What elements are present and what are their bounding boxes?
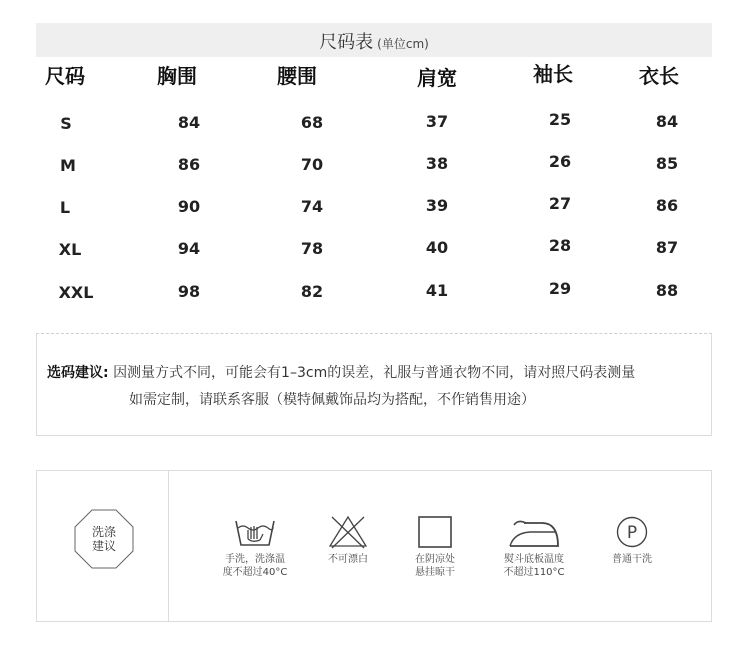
- care-text-line: 熨斗底板温度: [504, 554, 564, 565]
- cell-waist: 70: [300, 155, 324, 174]
- cell-sleeve: 28: [548, 236, 572, 255]
- advice-line-2: 如需定制，请联系客服（模特佩戴饰品均为搭配，不作销售用途）: [129, 392, 535, 408]
- care-item-dry-clean: [587, 515, 677, 566]
- care-label-no-bleach: [303, 553, 393, 566]
- cell-size: XL: [58, 240, 82, 259]
- care-text-line: 度不超过40°C: [222, 567, 288, 578]
- care-text-line: 普通干洗: [612, 554, 652, 565]
- cell-sleeve: 25: [548, 110, 572, 129]
- care-badge-line-1: 洗涤: [91, 525, 116, 539]
- title-unit: (单位cm): [377, 37, 429, 51]
- cell-waist: 82: [300, 282, 324, 301]
- title-main: 尺码表: [319, 32, 374, 53]
- care-text-line: 悬挂晾干: [415, 567, 455, 578]
- cell-sleeve: 26: [548, 152, 572, 171]
- cell-length: 84: [655, 112, 679, 131]
- advice-text-1: 因测量方式不同，可能会有1–3cm的误差，礼服与普通衣物不同，请对照尺码表测量: [113, 365, 636, 381]
- hand-wash-icon: [233, 515, 277, 549]
- cell-waist: 78: [300, 239, 324, 258]
- size-advice-box: [36, 333, 712, 436]
- care-instructions-box: [36, 470, 712, 622]
- shade-dry-icon: [413, 515, 457, 549]
- header-length: 衣长: [639, 64, 679, 88]
- cell-size: S: [60, 114, 72, 133]
- dry-clean-p-icon: [610, 515, 654, 549]
- care-text-line: 在阴凉处: [415, 554, 455, 565]
- cell-length: 87: [655, 238, 679, 257]
- cell-bust: 86: [177, 155, 201, 174]
- cell-bust: 84: [177, 113, 201, 132]
- page-title: [36, 28, 712, 54]
- title-bar: [36, 23, 712, 57]
- advice-colon: :: [103, 365, 109, 381]
- cell-length: 86: [655, 196, 679, 215]
- cell-size: L: [59, 198, 71, 217]
- care-divider: [168, 471, 169, 621]
- care-text-line: 手洗，洗涤温: [225, 554, 285, 565]
- cell-shoulder: 40: [425, 238, 449, 257]
- header-sleeve: 袖长: [533, 62, 573, 86]
- care-item-hand-wash: [210, 515, 300, 579]
- svg-text:P: P: [626, 523, 638, 543]
- cell-shoulder: 41: [425, 281, 449, 300]
- cell-sleeve: 29: [548, 279, 572, 298]
- advice-label: 选码建议: [47, 365, 103, 381]
- cell-bust: 98: [177, 282, 201, 301]
- care-item-no-bleach: [303, 515, 393, 566]
- iron-icon: [504, 515, 564, 549]
- cell-shoulder: 39: [425, 196, 449, 215]
- cell-bust: 90: [177, 197, 201, 216]
- cell-shoulder: 38: [425, 154, 449, 173]
- care-text-line: 不可漂白: [328, 554, 368, 565]
- header-shoulder: 肩宽: [417, 66, 457, 90]
- cell-shoulder: 37: [425, 112, 449, 131]
- cell-waist: 74: [300, 197, 324, 216]
- header-bust: 胸围: [157, 64, 197, 88]
- care-badge-line-2: 建议: [91, 539, 116, 553]
- care-label-hand-wash: [210, 553, 300, 579]
- cell-size: M: [60, 156, 76, 175]
- cell-length: 85: [655, 154, 679, 173]
- header-size: 尺码: [45, 64, 85, 88]
- care-badge-label: [74, 525, 134, 553]
- care-item-shade-dry: [390, 515, 480, 579]
- care-text-line: 不超过110°C: [503, 567, 565, 578]
- care-item-iron: [489, 515, 579, 579]
- cell-waist: 68: [300, 113, 324, 132]
- cell-size: XXL: [58, 283, 94, 302]
- cell-length: 88: [655, 281, 679, 300]
- header-waist: 腰围: [277, 64, 317, 88]
- cell-bust: 94: [177, 239, 201, 258]
- care-label-iron: [489, 553, 579, 579]
- no-bleach-icon: [326, 515, 370, 549]
- care-label-dry-clean: [587, 553, 677, 566]
- care-label-shade-dry: [390, 553, 480, 579]
- advice-line-1: [47, 362, 635, 382]
- cell-sleeve: 27: [548, 194, 572, 213]
